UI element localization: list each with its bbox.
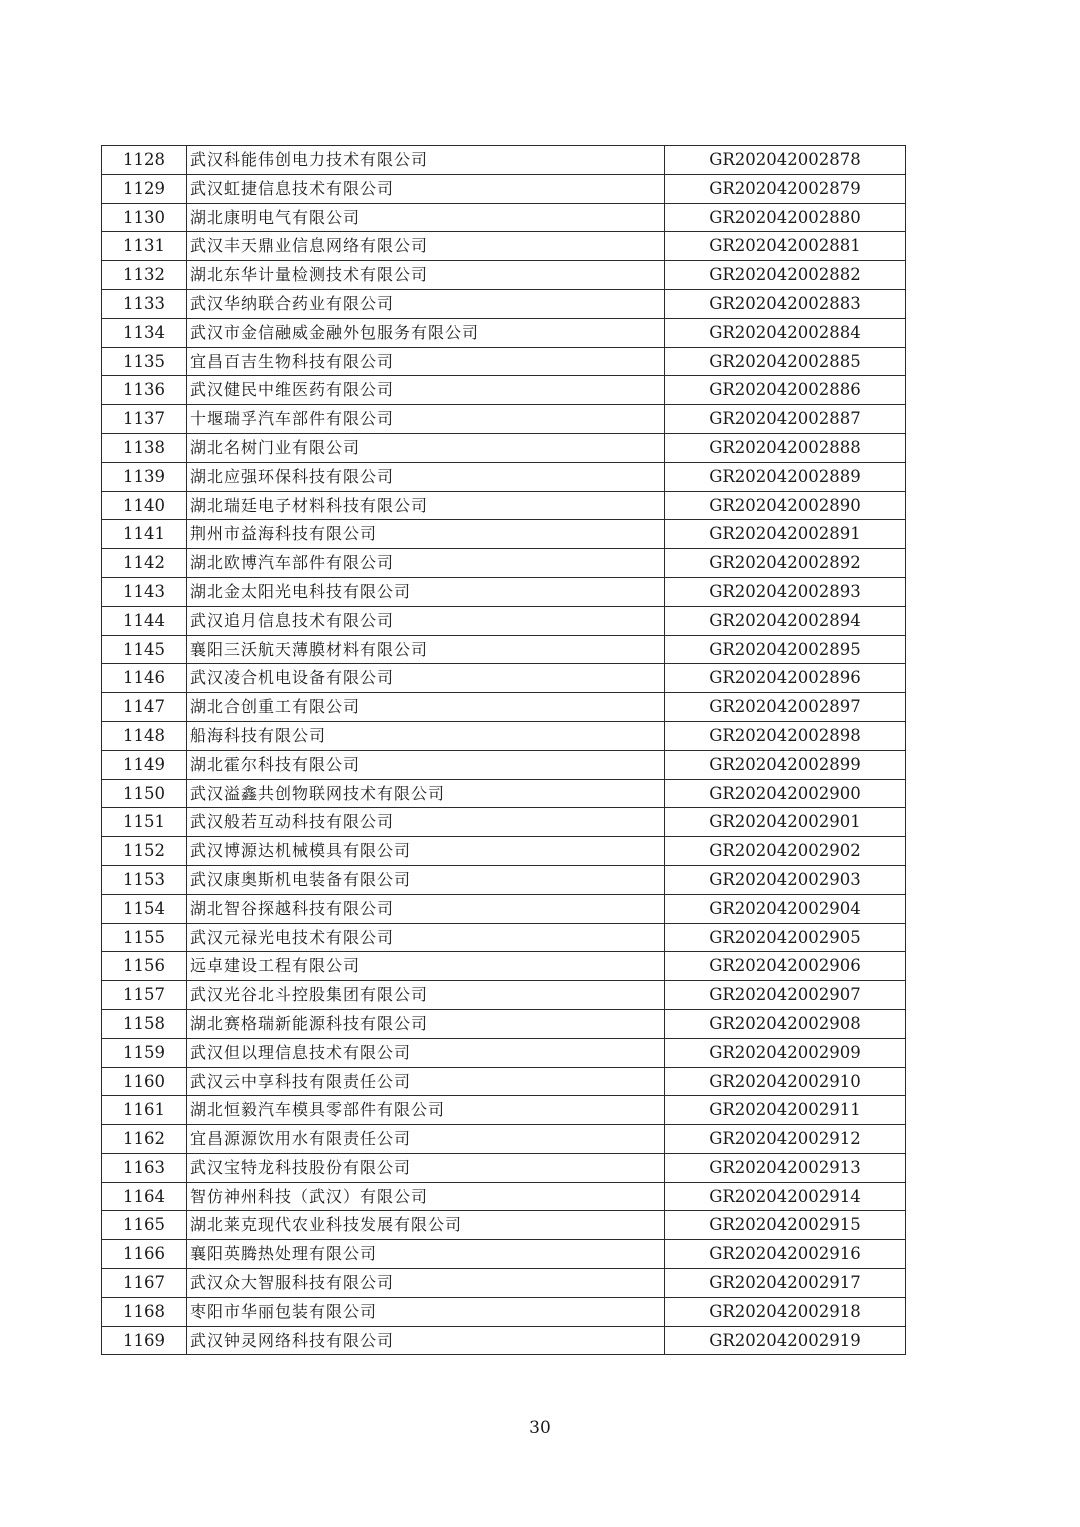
certificate-number: GR202042002916 bbox=[665, 1240, 906, 1269]
table-row bbox=[102, 318, 906, 347]
table-row bbox=[102, 750, 906, 779]
row-number: 1159 bbox=[102, 1038, 187, 1067]
company-name: 武汉科能伟创电力技术有限公司 bbox=[187, 146, 665, 175]
row-number: 1169 bbox=[102, 1326, 187, 1355]
company-name: 湖北恒毅汽车模具零部件有限公司 bbox=[187, 1096, 665, 1125]
certificate-number: GR202042002892 bbox=[665, 549, 906, 578]
company-name: 智仿神州科技（武汉）有限公司 bbox=[187, 1182, 665, 1211]
company-name: 武汉丰天鼎业信息网络有限公司 bbox=[187, 232, 665, 261]
table-row bbox=[102, 462, 906, 491]
certificate-number: GR202042002917 bbox=[665, 1269, 906, 1298]
table-row bbox=[102, 1153, 906, 1182]
table-row bbox=[102, 779, 906, 808]
company-name: 武汉健民中维医药有限公司 bbox=[187, 376, 665, 405]
certificate-number: GR202042002898 bbox=[665, 721, 906, 750]
company-name: 武汉博源达机械模具有限公司 bbox=[187, 837, 665, 866]
table-row bbox=[102, 664, 906, 693]
company-name: 宜昌百吉生物科技有限公司 bbox=[187, 347, 665, 376]
certificate-number: GR202042002906 bbox=[665, 952, 906, 981]
certificate-number: GR202042002909 bbox=[665, 1038, 906, 1067]
row-number: 1162 bbox=[102, 1125, 187, 1154]
table-row bbox=[102, 894, 906, 923]
certificate-number: GR202042002878 bbox=[665, 146, 906, 175]
table-row bbox=[102, 261, 906, 290]
company-name: 湖北瑞廷电子材料科技有限公司 bbox=[187, 491, 665, 520]
certificate-number: GR202042002889 bbox=[665, 462, 906, 491]
table-row bbox=[102, 491, 906, 520]
certificate-number: GR202042002896 bbox=[665, 664, 906, 693]
company-name: 船海科技有限公司 bbox=[187, 721, 665, 750]
row-number: 1135 bbox=[102, 347, 187, 376]
row-number: 1146 bbox=[102, 664, 187, 693]
row-number: 1148 bbox=[102, 721, 187, 750]
table-row bbox=[102, 289, 906, 318]
certificate-number: GR202042002887 bbox=[665, 405, 906, 434]
table-row bbox=[102, 520, 906, 549]
certificate-number: GR202042002886 bbox=[665, 376, 906, 405]
table-row bbox=[102, 1182, 906, 1211]
table-row bbox=[102, 433, 906, 462]
row-number: 1128 bbox=[102, 146, 187, 175]
company-name: 武汉凌合机电设备有限公司 bbox=[187, 664, 665, 693]
certificate-number: GR202042002912 bbox=[665, 1125, 906, 1154]
table-row bbox=[102, 923, 906, 952]
certificate-number: GR202042002900 bbox=[665, 779, 906, 808]
company-name: 武汉市金信融威金融外包服务有限公司 bbox=[187, 318, 665, 347]
certificate-number: GR202042002899 bbox=[665, 750, 906, 779]
company-name: 枣阳市华丽包装有限公司 bbox=[187, 1297, 665, 1326]
table-row bbox=[102, 376, 906, 405]
row-number: 1133 bbox=[102, 289, 187, 318]
company-name: 湖北欧博汽车部件有限公司 bbox=[187, 549, 665, 578]
row-number: 1152 bbox=[102, 837, 187, 866]
certificate-number: GR202042002885 bbox=[665, 347, 906, 376]
table-row bbox=[102, 174, 906, 203]
row-number: 1132 bbox=[102, 261, 187, 290]
row-number: 1168 bbox=[102, 1297, 187, 1326]
row-number: 1155 bbox=[102, 923, 187, 952]
table-row bbox=[102, 865, 906, 894]
certificate-number: GR202042002904 bbox=[665, 894, 906, 923]
table-row bbox=[102, 606, 906, 635]
certificate-number: GR202042002884 bbox=[665, 318, 906, 347]
company-name: 湖北莱克现代农业科技发展有限公司 bbox=[187, 1211, 665, 1240]
table-row bbox=[102, 1125, 906, 1154]
company-name: 湖北应强环保科技有限公司 bbox=[187, 462, 665, 491]
row-number: 1140 bbox=[102, 491, 187, 520]
page-number: 30 bbox=[529, 1418, 551, 1438]
row-number: 1165 bbox=[102, 1211, 187, 1240]
table-row bbox=[102, 693, 906, 722]
table-row bbox=[102, 1096, 906, 1125]
certificate-number: GR202042002895 bbox=[665, 635, 906, 664]
table-row bbox=[102, 146, 906, 175]
certificate-number: GR202042002894 bbox=[665, 606, 906, 635]
row-number: 1147 bbox=[102, 693, 187, 722]
table-row bbox=[102, 203, 906, 232]
row-number: 1154 bbox=[102, 894, 187, 923]
row-number: 1150 bbox=[102, 779, 187, 808]
row-number: 1166 bbox=[102, 1240, 187, 1269]
table-row bbox=[102, 577, 906, 606]
table-row bbox=[102, 837, 906, 866]
company-name: 武汉钟灵网络科技有限公司 bbox=[187, 1326, 665, 1355]
company-name: 武汉宝特龙科技股份有限公司 bbox=[187, 1153, 665, 1182]
row-number: 1137 bbox=[102, 405, 187, 434]
company-name: 武汉但以理信息技术有限公司 bbox=[187, 1038, 665, 1067]
table-row bbox=[102, 1038, 906, 1067]
table-row bbox=[102, 721, 906, 750]
certificate-number: GR202042002902 bbox=[665, 837, 906, 866]
certificate-number: GR202042002903 bbox=[665, 865, 906, 894]
certificate-number: GR202042002879 bbox=[665, 174, 906, 203]
table-row bbox=[102, 981, 906, 1010]
certificate-number: GR202042002897 bbox=[665, 693, 906, 722]
table-row bbox=[102, 347, 906, 376]
company-name: 宜昌源源饮用水有限责任公司 bbox=[187, 1125, 665, 1154]
table-row bbox=[102, 808, 906, 837]
certificate-number: GR202042002901 bbox=[665, 808, 906, 837]
row-number: 1144 bbox=[102, 606, 187, 635]
certificate-number: GR202042002881 bbox=[665, 232, 906, 261]
table-row bbox=[102, 1240, 906, 1269]
company-name: 襄阳三沃航天薄膜材料有限公司 bbox=[187, 635, 665, 664]
row-number: 1158 bbox=[102, 1009, 187, 1038]
row-number: 1163 bbox=[102, 1153, 187, 1182]
table-row bbox=[102, 549, 906, 578]
company-name: 湖北康明电气有限公司 bbox=[187, 203, 665, 232]
row-number: 1131 bbox=[102, 232, 187, 261]
certificate-number: GR202042002911 bbox=[665, 1096, 906, 1125]
company-name: 湖北金太阳光电科技有限公司 bbox=[187, 577, 665, 606]
row-number: 1156 bbox=[102, 952, 187, 981]
certificate-number: GR202042002883 bbox=[665, 289, 906, 318]
certificate-number: GR202042002888 bbox=[665, 433, 906, 462]
company-name: 武汉康奥斯机电装备有限公司 bbox=[187, 865, 665, 894]
company-name: 湖北名树门业有限公司 bbox=[187, 433, 665, 462]
company-name: 湖北赛格瑞新能源科技有限公司 bbox=[187, 1009, 665, 1038]
row-number: 1143 bbox=[102, 577, 187, 606]
table-row bbox=[102, 405, 906, 434]
table-row bbox=[102, 1067, 906, 1096]
row-number: 1134 bbox=[102, 318, 187, 347]
company-name: 武汉追月信息技术有限公司 bbox=[187, 606, 665, 635]
certificate-number: GR202042002919 bbox=[665, 1326, 906, 1355]
company-name: 远卓建设工程有限公司 bbox=[187, 952, 665, 981]
table-row bbox=[102, 232, 906, 261]
certificate-number: GR202042002910 bbox=[665, 1067, 906, 1096]
company-name: 十堰瑞孚汽车部件有限公司 bbox=[187, 405, 665, 434]
row-number: 1167 bbox=[102, 1269, 187, 1298]
company-name: 襄阳英腾热处理有限公司 bbox=[187, 1240, 665, 1269]
company-name: 武汉元禄光电技术有限公司 bbox=[187, 923, 665, 952]
company-name: 武汉般若互动科技有限公司 bbox=[187, 808, 665, 837]
certificate-number: GR202042002882 bbox=[665, 261, 906, 290]
certificate-number: GR202042002905 bbox=[665, 923, 906, 952]
certificate-number: GR202042002880 bbox=[665, 203, 906, 232]
table-row bbox=[102, 1269, 906, 1298]
table-row bbox=[102, 1326, 906, 1355]
row-number: 1153 bbox=[102, 865, 187, 894]
table-row bbox=[102, 1009, 906, 1038]
company-name: 荆州市益海科技有限公司 bbox=[187, 520, 665, 549]
company-name: 武汉华纳联合药业有限公司 bbox=[187, 289, 665, 318]
company-name: 武汉光谷北斗控股集团有限公司 bbox=[187, 981, 665, 1010]
row-number: 1136 bbox=[102, 376, 187, 405]
certificate-number: GR202042002918 bbox=[665, 1297, 906, 1326]
row-number: 1145 bbox=[102, 635, 187, 664]
row-number: 1157 bbox=[102, 981, 187, 1010]
row-number: 1141 bbox=[102, 520, 187, 549]
company-name: 武汉虹捷信息技术有限公司 bbox=[187, 174, 665, 203]
company-name: 武汉溢鑫共创物联网技术有限公司 bbox=[187, 779, 665, 808]
row-number: 1161 bbox=[102, 1096, 187, 1125]
table-row bbox=[102, 1211, 906, 1240]
row-number: 1151 bbox=[102, 808, 187, 837]
certificate-number: GR202042002891 bbox=[665, 520, 906, 549]
company-registry-table bbox=[101, 145, 906, 1355]
company-name: 湖北东华计量检测技术有限公司 bbox=[187, 261, 665, 290]
table-row bbox=[102, 635, 906, 664]
row-number: 1149 bbox=[102, 750, 187, 779]
certificate-number: GR202042002915 bbox=[665, 1211, 906, 1240]
row-number: 1139 bbox=[102, 462, 187, 491]
table-row bbox=[102, 952, 906, 981]
company-name: 武汉众大智服科技有限公司 bbox=[187, 1269, 665, 1298]
company-name: 武汉云中享科技有限责任公司 bbox=[187, 1067, 665, 1096]
row-number: 1142 bbox=[102, 549, 187, 578]
certificate-number: GR202042002913 bbox=[665, 1153, 906, 1182]
row-number: 1130 bbox=[102, 203, 187, 232]
certificate-number: GR202042002908 bbox=[665, 1009, 906, 1038]
certificate-number: GR202042002907 bbox=[665, 981, 906, 1010]
row-number: 1160 bbox=[102, 1067, 187, 1096]
certificate-number: GR202042002890 bbox=[665, 491, 906, 520]
table-row bbox=[102, 1297, 906, 1326]
row-number: 1129 bbox=[102, 174, 187, 203]
certificate-number: GR202042002893 bbox=[665, 577, 906, 606]
row-number: 1138 bbox=[102, 433, 187, 462]
company-name: 湖北合创重工有限公司 bbox=[187, 693, 665, 722]
company-name: 湖北霍尔科技有限公司 bbox=[187, 750, 665, 779]
registry-table-body bbox=[102, 146, 906, 1355]
row-number: 1164 bbox=[102, 1182, 187, 1211]
company-name: 湖北智谷探越科技有限公司 bbox=[187, 894, 665, 923]
certificate-number: GR202042002914 bbox=[665, 1182, 906, 1211]
